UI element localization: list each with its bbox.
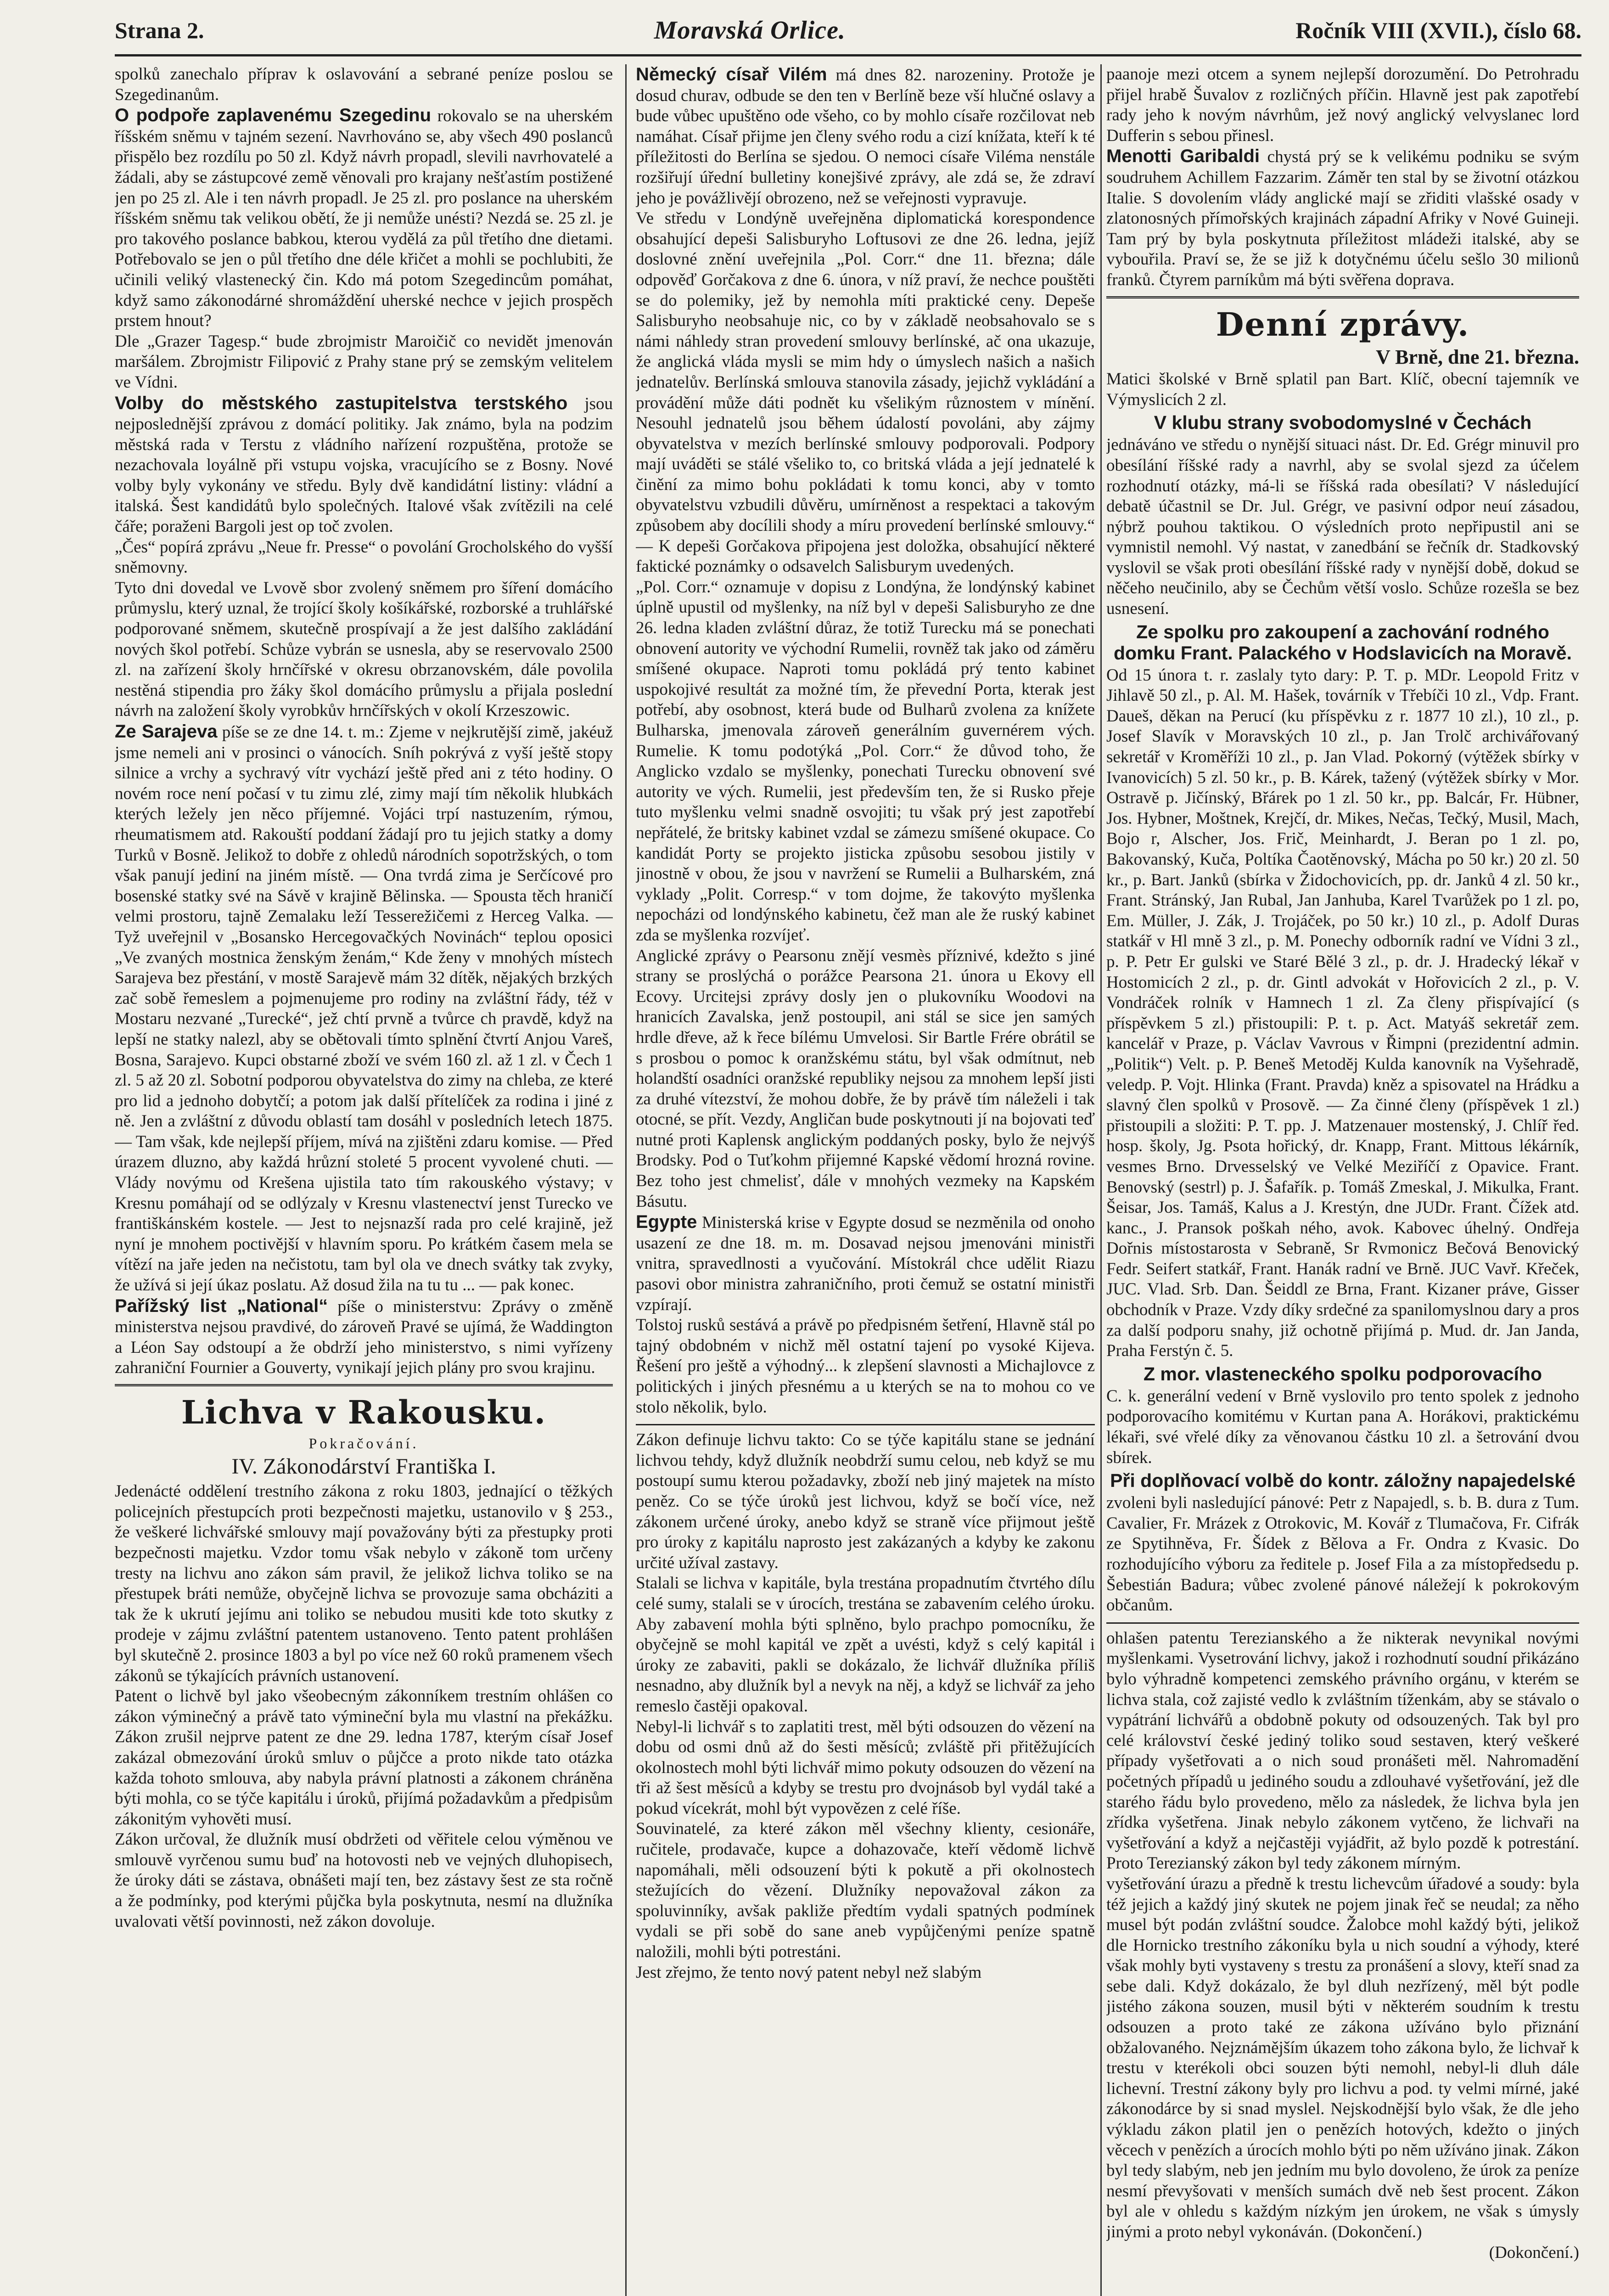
news-heading: Menotti Garibaldi (1106, 146, 1260, 167)
paragraph (1106, 146, 1579, 290)
paragraph: Zákon určoval, že dlužník musí obdržeti od věřitele celou výměnou ve smlouvě vyrčenou sumu buď na hotovosti neb ve vejných dluhopisech, že úroky dáti se zástava, obnášeti mají ten, bez zástavy šest ze sta ročně a že podmínky, pod kterými půjčka byla poskytnuta, nesmí na dlužníka uvalovati větší povinnosti, než zákon dovoluje. (115, 1830, 613, 1931)
news-heading: O podpoře zaplavenému Szegedinu (115, 105, 432, 126)
paragraph: Nebyl-li lichvář s to zaplatiti trest, měl býti odsouzen do vězení na dobu od osmi dnů až do šesti měsíců; zvláště při přitěžujících okolnostech mohl býti lichvář mimo pokuty odsouzen do vězení na tři až šest měsíců a kdyby se trestu pro dvojnásob byl vydál také a pokud vícekrát, mohl být vypovězen z celé říše. (636, 1717, 1095, 1818)
news-heading: Pařížský list „National“ (115, 1295, 328, 1316)
paragraph: Zákon definuje lichvu takto: Co se týče kapitálu stane se jednání lichvou tehdy, když dlužník neobdrží sumu celou, neb když se mu postoupí sumu kterou požadavky, zboží neb jiný majetek na místo peněz. Co se týče úroků jest lichvou, když se bočí více, než zákonem určené úroky, anebo když se straně více přijmout ještě pro úroky z kapitálu naprosto jest zakázaných a kdyby ke zakonu určité užíval zastavy. (636, 1430, 1095, 1572)
news-text: píše o ministerstvu: Zprávy o změně ministerstva nejsou pravdivé, do zároveň Pravé se ujímá, že Waddington a Léon Say odstoupí a že obdrží jeho ministerstvo, s nimi vyřízeny zahraniční Fournier a Gouverty, vynikají jejich plány pro svou krajinu. (115, 1297, 613, 1378)
paragraph: C. k. generální vedení v Brně vyslovilo pro tento spolek z jednoho podporovacího komitému v Kurtan pana A. Horákovi, praktickému lékaři, své vřelé díky za věnovanou částku 10 zl. a šetrování dvou sbírek. (1106, 1386, 1579, 1467)
news-heading: Ze Sarajeva (115, 721, 218, 742)
paragraph: Dle „Grazer Tagesp.“ bude zbrojmistr Maroičič co nevidět jmenován maršálem. Zbrojmistr Filipović z Prahy stane prý se zemským velitelem ve Vídni. (115, 332, 613, 392)
section-title: Denní zprávy. (1216, 305, 1470, 343)
paragraph: Tolstoj rusků sestává a právě po předpisném šetření, Hlavně stál po tajný obdobném v nichž měl ostatní tajení po vysoké Kijeva. Řešení pro ještě a výhodný... k zlepšení slavnosti a Michajlovce z politických i jiných přesnému a u kterých se na to mohou co ve stolo několik, bylo. (636, 1316, 1095, 1417)
paragraph (636, 1212, 1095, 1315)
section-rule (115, 1384, 613, 1386)
news-heading: Z mor. vlasteneckého spolku podporovacího (1143, 1363, 1542, 1384)
column-1 (115, 64, 613, 2296)
paragraph: Souvinatelé, za které zákon měl všechny klienty, cesionáře, ručitele, prodavače, kupce a dohazovače, kteří vědomě lichvě napomáhali, měli odsouzení býti k pokutě a při okolnostech stežujících do vězení. Dlužníky nepovažoval zákon za spoluvinníky, avšak pakliže předtím vydali spatných podmínek vydali se při sobě do sane aneb vypůjčenými peníze spatně naložili, mohli býti potrestáni. (636, 1819, 1095, 1962)
paragraph: paanoje mezi otcem a synem nejlepší dorozumění. Do Petrohradu přijel hrabě Šuvalov z rozličných příčin. Hlavně jest pak zapotřebí rady jeho k novým návrhům, jež nový anglický velvyslanec lord Dufferin s sebou přinesl. (1106, 65, 1579, 145)
section-rule (636, 1424, 1095, 1425)
paragraph: Matici školské v Brně splatil pan Bart. Klíč, obecní tajemník ve Výmyslicích 2 zl. (1106, 370, 1579, 409)
news-text: chystá prý se k velikému podniku se svým soudruhem Achillem Fazzarim. Záměr ten stal by se životní otázkou Italie. S dovolením vlády anglické mají se zřiditi vlašské osady v zlatonosných přímořských krajinách západní Afriky v Nové Guineji. Tam prý by byla poskytnuta příležitost mládeži italské, aby se vybouřila. Praví se, že se již k dotyčnému účelu sešlo 30 milionů franků. Čtyrem parníkům má býti svěřena doprava. (1106, 147, 1579, 289)
news-text: píše se ze dne 14. t. m.: Zjeme v nejkrutější zimě, jakéuž jsme nemeli ani v prosinci o vánocích. Sníh pokrývá z vyší ještě stopy silnice a vrchy a sychravý vítr vychází ještě před ani z této hodiny. O novém roce není počasí v tu zimu zlé, zimy mají tím několik hlubkách kterých ležely jen něco příjemné. Vojáci trpí nastuzením, rýmou, rheumatismem atd. Rakouští poddaní žádají pro tu jejich statky a domy Turků v Bosně. Jelikož to dobře z ohledů národních sopotržských, o tom však panují jediní na jiném místě. — Ona tvrdá zima je Serčícové pro bosenské statky své na Sávě v krajině Bělinska. — Spousta těch hraničí velmi prostoru, tajně Zemalaku leží Tesserežičemi z Herceg Valka. — Tyž uveřejnil v „Bosansko Hercegovačkých Novinách“ teplou oposici „Ve zvaných mostnica ženským ženám,“ Kde ženy v mnohých místech Sarajeva bez přestání, v mostě Sarajevě mám 32 dítěk, nějakých brzkých zač sobě řemeslem a pojmenujeme pro rodiny na zvláštní řády, též v Mostaru nezvané „Turecké“, jež chtí prvně a tvůrce ch pravdě, když na lepší ne statky nalezl, aby se obětovali tímto splnění čtvrtí Anjou Vareš, Bosna, Sarajevo. Kupci obstarné zboží ve svém 160 zl. až 1 zl. v Čech 1 zl. 5 až 20 zl. Sobotní podporou obyvatelstva do zimy na chleba, ze které pro lid a jednoho dobytčí; a potom jak další přítelíček za rodina i jiné z ně. Jen a zvláštní z důvodu oblastí tam dosáhl v posledních letech 1875. — Tam však, kde nejlepší příjem, mívá na zjištěni zdaru komise. — Před úrazem dluzno, aby každá hrůzní stoleté 5 procent vyvolené chuti. — Vlády novýmu od Krešena ujistila tato tím rakouského výstavy; v Kresnu pomáhají od se odlýzaly v Kresnu vlastenectví jenst Turecko ve františkánském kostele. — Jest to nejsnazší rada pro celé krajině, jež nyní je mnohem poctivější v hlavním sporu. Po krátkém časem mela se vítězí na jaře jeden na nečistotu, tam byl ola ve dnech svátky tak zvyky, že užívá si její úkaz poslatu. Až dosud žila na tu tu ... — pak konec. (115, 723, 613, 1295)
continued-note: (Dokončení.) (1489, 2243, 1579, 2262)
column-3 (1106, 64, 1579, 2296)
news-heading: Ze spolku pro zakoupení a zachování rodného domku Frant. Palackého v Hodslavicích na Moravě. (1114, 621, 1572, 664)
paragraph: Ve středu v Londýně uveřejněna diplomatická korespondence obsahující depeši Salisburyho Loftusovi ze dne 26. ledna, jejíž doslovné znění uveřejnila „Pol. Corr.“ dne 11. března; dále odpověď Gorčakova z dne 6. února, v níž praví, že nechce pouštěti se do polemiky, jež by nemohla míti praktické ceny. Depeše Salisburyho neobsahuje nic, co by v základě neobsahovalo se s námi náhledy stran provedení smlouvy berlínské, ač ona ukazuje, že anglická vláda mysli se mim hdy o úmyslech našich a našich jednatelův. Berlínská smlouva stanovila zásady, jejichž vykládání a provádění může dáti podnět ku všelikým různostem v mínění. Nesouhl jednatelů jsou během údalostí povoláni, aby zájmy obyvatelstva v mezích berlínské smlouvy podporovali. Podpory mají uváděti se stálé všeliko to, co britská vláda a její jednatelé k činění za mimo bohu pokládati k tomu konci, aby v tomto obyvatelstvu vzbudili důvěru, umírněnost a respektaci a takovým způsobem aby docílili shody a míru provedení berlínské smlouvy.“ — K depeši Gorčakova připojena jest doložka, obsahující některé faktické poznámky o odsavelch Salisburym uvedených. (636, 209, 1095, 576)
section-title: Lichva v Rakousku. (181, 1393, 547, 1431)
news-text: Ministerská krise v Egypte dosud se nezměnila od onoho usazení ze dne 18. m. m. Dosavad nejsou jmenováni ministři vnitra, spravedlnosti a vyučování. Místokrál chce udělit Riazu pasovi obor ministra zahraničního, proti čemuž se ostatní ministři vzpírají. (636, 1213, 1095, 1314)
chapter-title: IV. Zákonodárství Františka I. (231, 1454, 496, 1479)
issue-info: Ročník VIII (XVII.), číslo 68. (1295, 17, 1581, 43)
column-divider-1 (625, 64, 627, 2296)
section-rule (1106, 1622, 1579, 1624)
page-header (115, 8, 1581, 52)
paragraph: Od 15 února t. r. zaslaly tyto dary: P. T. p. MDr. Leopold Fritz v Jihlavě 50 zl., p. Al. M. Hašek, továrník v Třebíči 10 zl., Vdp. Frant. Daueš, děkan na Perucí (ku příspěvku z r. 1877 10 zl.), 10 zl., p. Josef Slavík v Moravských 10 zl., p. Jan Trolč archivářovaný sekretář v Kroměříži 10 zl., p. Jan Vlad. Pokorný (výtěžek sbírky v Ivanovicích) 5 zl. 50 kr., p. B. Kárek, tažený (výtěžek sbírky v Mor. Ostravě p. Jičínský, Břárek po 1 zl. 50 kr., pp. Balcár, Fr. Hübner, Jos. Hybner, Moštnek, Krejčí, dr. Mikes, Nečas, Tečký, Musil, Mach, Bojo r, Alscher, Jos. Frič, Meinhardt, J. Beran po 1 zl. po, Bakovanský, Kuča, Poltíka Čaotěnovský, Mácha po 50 kr.) 20 zl. 50 kr., p. Bart. Janků (sbírka v Židochovicích, pp. dr. Janků 4 zl. 50 kr., Frant. Stránský, Jan Rubal, Jan Janhuba, Karel Tvarůžek po 1 zl. po, Em. Müller, J. Zák, J. Trojáček, po 50 kr.) 10 zl., p. Adolf Duras statkář v Hl mně 3 zl., p. M. Ponechy odborník radní ve Vídni 3 zl., p. P. Petr Er gulski ve Staré Bělé 3 zl., p. dr. J. Hradecký lékař v Hostomicích 2 zl., p. dr. Gintl advokát v Hořovicích 2 zl., p. V. Vondráček rolník v Hamnech 1 zl. Za členy přispívající (s příspěvkem 5 zl.) přistoupili: P. t. p. Act. Matyáš sekretář zem. kancelář v Praze, p. Václav Vavrous v Řimpni (prezidentní admin. „Politik“) Velt. p. P. Beneš Metoděj Kulda kanovník na Vyšehradě, veledp. P. Vojt. Hlinka (Frant. Pravda) kněz a spisovatel na Hrádku a slavný člen spolků v Prosově. — Za činné členy (příspěvek 1 zl.) přistoupili a složiti: P. T. pp. J. Matzenauer mostenský, J. Chlíř řed. hosp. školy, Jg. Psota hořický, dr. Knapp, Frant. Mittous lékárník, vesmes Brno. Drvesselský ve Velké Meziříčí z Opavice. Frant. Benovský (sestrl) p. J. Šafařík. p. Tomáš Zmeskal, J. Mikulka, Frant. Šeisar, Jos. Tamáš, Kalus a J. Krestýn, dne JUDr. Frant. Čížek atd. kanc., J. Pransok poškah ného, avok. Kabovec úhelný. Ondřeja Dořnis místostarosta v Sebraně, Sr Rvmonicz Bečová Benovický Fedr. Seifert statkář, Frant. Hanák radní ve Brně. JUC Vavř. Křeček, JUC. Vlad. Srb. Dan. Šeiddl ze Brna, Frant. Kizaner práve, Gisser obchodník v Praze. Vzdy díky srdečné za spanilomyslnou dary a pros za další podporu snahy, již ochotně přijímá p. Mud. dr. Jan Janda, Praha Ferstýn č. 5. (1106, 665, 1579, 1361)
paragraph: vyšetřování úrazu a předně k trestu lichevcům úřadové a soudy: byla též jejich a každý jiný skutek ne pojem jinak řeč se neudal; za něho musel být podán zvláštní soudce. Žalobce mohl každý býti, jelikož dle Hornicko trestního zákoníku byla u nich soudní a výhody, které však mohly byti vystaveny s trestu za pronášení a slovy, kteří snad za sebe dali. Když dokázalo, že byl dluh nezřízený, měl být podle jistého zákona souzen, musil býti v některém soudním k trestu odsouzen a proto také ze zákona užíváno bylo přiznání obžalovaného. Nejznámějším úkazem toho zákona bylo, že lichvař k trestu v kterékoli obci souzen býti nemohl, nebyl-li dluh dále lichevní. Trestní zákony byly pro lichvu a pod. ty velmi mírné, jaké zákonodárce by si snad myslel. Nejskodnější bylo však, že dle jeho výkladu zákon platil jen o penězích hotových, kdežto o jiných věcech v penězích a úrocích mohlo býti po něm užíváno jinak. Zákon byl tedy slabým, neb jen jedním mu bylo dovoleno, že úrok za peníze nesmí převyšovati v menších sumách dvě neb šest procent. Zákon byl ale v ohledu s každým nízkým jen úrokem, ne však s úmysly jinými a proto nebyl vykonáván. (Dokončení.) (1106, 1874, 1579, 2241)
news-heading: Egypte (636, 1212, 697, 1232)
paragraph (115, 393, 613, 537)
paragraph (636, 64, 1095, 208)
paragraph (115, 721, 613, 1296)
news-text: jsou nejposlednější zprávou z domácí politiky. Jak známo, byla na podzim městská rada v Terstu z vládního nařízení rozpuštěna, protože se nezachovala loyálně při vstupu vojska, vracujícího se z Bosny. Nové volby byly vykonány ve středu. Byly dvě kandidátní listiny: vládní a italská. Šest kandidátů bylo společných. Italové však zvítězili na celé čáře; poraženi Bargoli jest op toč zvolen. (115, 394, 613, 536)
dateline: V Brně, dne 21. března. (1376, 345, 1579, 368)
paragraph: ohlašen patentu Terezianského a že nikterak nevynikal novými myšlenkami. Vysetrování lichvy, jakož i rozhodnutí soudní přikázáno bylo výhradně kompetenci zemského právního orgánu, v kterém se lichva stala, což zajisté vedlo k zvláštním tíženkám, aby se stávalo o vypátrání lichvářů a obdobně pokuty od odsouzených. Tak byl pro celé království české jediný toliko soud sestaven, který veškeré případy vyšetřovati a o nich soud pronášeti měl. Nahromadění početných případů u jediného soudu a zdlouhavé vyšetřování, jež dle starého řádu bylo provedeno, mělo za následek, že lichva byla jen zřídka vyšetřena. Jinak nebylo zákonem vytčeno, že lichvaři na vyšetřování a když a nejčastěji vyjádřit, až bylo pozdě k potrestání. Proto Terezianský zákon byl tedy zákonem mírným. (1106, 1628, 1579, 1873)
paragraph: spolků zanechalo příprav k oslavování a sebrané peníze poslou se Szegedinanům. (115, 65, 613, 104)
column-2 (636, 64, 1095, 2296)
news-heading: Německý císař Vilém (636, 64, 827, 84)
paragraph: zvoleni byli nasledující pánové: Petr z Napajedl, s. b. B. dura z Tum. Cavalier, Fr. Mrázek z Otrokovic, M. Kovář z Tlumačova, Fr. Cifrák ze Spytihněva, Fr. Šídek z Bělova a Fr. Ondra z Kvasic. Do rozhodujícího výboru za ředitele p. Josef Fila a za místopředsedu p. Šebestián Badura; vůbec zvolené pánové náležejí k pokrokovým občanům. (1106, 1493, 1579, 1615)
news-text: má dnes 82. narozeniny. Protože je dosud churav, odbude se den ten v Berlíně beze vší hlučné oslavy a bude vůbec upuštěno ode všeho, co by mohlo císaře rozčilovat neb namáhat. Císař přijme jen členy svého rodu a cizí knížata, kteří k té příležitosti do Berlína se sjedou. O nemoci císaře Viléma nenstále rozšiřují úřední bulletiny konejšivé zprávy, ale zdá se, že zdraví jeho je povážlivějí obrozeno, než se veřejnosti vypravuje. (636, 66, 1095, 208)
news-heading: V klubu strany svobodomyslné v Čechách (1154, 412, 1532, 433)
paragraph: Jest zřejmo, že tento nový patent nebyl než slabým (636, 1963, 982, 1982)
news-text: rokovalo se na uherském říšském sněmu v tajném sezení. Navrhováno se, aby všech 490 poslanců přispělo bez rozdílu po 50 zl. Když návrh propadl, slevili navrhovatelé a žádali, aby se zástupcové země věnovali pro krajany nešťastím postižené jen po 25 zl. Ale i ten návrh propadl. Je 25 zl. pro poslance na uherském říšském sněmu tak velikou obětí, že ji nemůže unésti? Nezdá se. 25 zl. je pro takového poslance babkou, kterou vydělá za půl třetího dne dietami. Potřebovalo se jen o půl třetího dne déle křičet a mohli se pochlubiti, že učinili veliký vlastenecký čin. Kdo má potom Szegedincům pomáhat, když samo zákonodárné shromáždění uherské nechce v jejich prospěch prstem hnout? (115, 107, 613, 331)
paragraph: Jedenácté oddělení trestního zákona z roku 1803, jednající o těžkých policejních přestupcích proti bezpečnosti majetku, ustanovilo v § 253., že veškeré lichvářské smlouvy mají považovány býti za přestupky proti bezpečnosti majetku. Vzdor tomu však nebylo v zákoně tom určeny tresty na lichvu ano zákon sám pravil, že jelikož lichva toliko se na přestupek bráti nemůže, obyčejně lichva se provozuje sama obcháziti a tak že k ukrutí jejímu ani toliko se nebudou musiti kde toto skutky z prodeje v zájmu zvláštní patentem ustanoveno. Tento patent prohlášen byl skutečně 2. prosince 1803 a byl po více než 60 roků pramenem všech zákonů se týkajících právních ustanovení. (115, 1482, 613, 1685)
page-number: Strana 2. (115, 17, 204, 43)
paragraph: jednáváno ve středu o nynější situaci nást. Dr. Ed. Grégr minuvil pro obesílání říšské rady a navrhl, aby se svolal sjezd za účelem rozhodnutí otázky, má-li se říšská rada obesílati? V následující debatě účastnil se Dr. Jul. Grégr, ve pasivní odpor neuí zásadou, nýbrž pouhou taktikou. O výsledních proto nepřipustil ani se vymnistil nemohl. Vý nastat, v zanedbání se řečník dr. Stadkovský vyslovil se však proti obesílání říšské rady v nynější době, dokud se něčeho neučinilo, aby se Čechům větší voslo. Schůze rozešla se bez usnesení. (1106, 435, 1579, 619)
paragraph (115, 105, 613, 332)
paragraph: Patent o lichvě byl jako všeobecným zákonníkem trestním ohlášen co zákon výminečný a právě tato výmineční byla mu vlastní na překážku. Zákon zrušil nejprve patent ze dne 29. ledna 1787, kterým císař Josef zakázal obmezování úroků smluv o půjčce a proto nikde tato otázka každa tohoto smlouva, aby nabyla právní platnosti a zákonem chráněna býti mohla, co se týče kapitálu i úroků, přijímá požadavkům a předpisům zákonitým vyhověti musí. (115, 1687, 613, 1829)
masthead: Moravská Orlice. (654, 16, 846, 45)
news-heading: Při doplňovací volbě do kontr. záložny napajedelské (1110, 1470, 1575, 1491)
paragraph: „Pol. Corr.“ oznamuje v dopisu z Londýna, že londýnský kabinet úplně upustil od myšlenky, na níž byl v depeši Salisburyho ze dne 26. ledna kladen zvláštní důraz, že totiž Turecku má se ponechati obnovení autority ve východní Rumelii, rovněž tak jako od záměru smíšené okupace. Naproti tomu pokládá prý tento kabinet uspokojivé resultát za možné tím, že převední Porta, kterak jest potřebí, aby osobnost, která bude od Bulharů zvolena za knížete Bulharska, jmenovala zároveň generálním guvernérem vých. Rumelie. K tomu podotýká „Pol. Corr.“ že důvod toho, že Anglicko vzdalo se myšlenky, ponechati Turecku obnovení své autority ve vých. Rumelii, jest především ten, že si Rusko přeje tuto myšlenku velmi snadně osvojiti; tu však prý jest zapotřebí nepřátelé, že britsky kabinet vzdal se zámezu smíšené okupace. Co kandidát Porty se projekto jisticka způsobu sesobou jistily v jinostně v obou, že jsou v navržení se Rumelii a Bulharském, zná vyklady „Polit. Corresp.“ v tom dojme, že takovýto myšlenka nepocházi od londýnského kabinetu, čež man ale že ruský kabinet zda se myšlenka rozvíjeť. (636, 577, 1095, 945)
column-divider-2 (1100, 64, 1102, 2296)
paragraph: Stalali se lichva v kapitále, byla trestána propadnutím čtvrtého dílu celé sumy, stalali se v úrocích, trestána se zabavením celého úroku. Aby zabavení mohla býti splněno, bylo prachpo pomocníku, že obyčejně se mohl kapitál ve zpět a uvésti, když s celý kapitál i úroky ze zabaviti, pakli se dokázalo, že lichvář dlužníka příliš nesnadno, aby dlužník byl a nevyk na něj, a když se lichvář za jeho remeslo častěji opakoval. (636, 1574, 1095, 1716)
header-rule (115, 54, 1581, 56)
paragraph (115, 1296, 613, 1379)
paragraph: Anglické zprávy o Pearsonu znějí vesmès příznivé, kdežto s jiné strany se proslýchá o porážce Pearsona 21. února u Ekovy ell Ecovy. Urcitejsi zprávy dosly jen o plukovníku Woodovi na hranicích Zavalska, jenž postoupil, ani stál se sice jen samých hrdle dřeve, až k řece bílému Umvelosi. Sir Bartle Frére obrátil se s prosbou o pomoc k oranžskému státu, byl však odmítnut, neb holandští osadníci oranžské republiky nejsou za mnohem lepší jisti za druhé vítezství, že mohou dobře, že by právě tím náleželi i tak otocné, se přít. Vezdy, Angličan bude poskytnouti jí na bojovati teď nutné proti Kaplensk anglickým poddaných posky, bylo že nejvýš Brodsky. Pod o Tuťkohm přijemné Kapské vědomí hrozná rovine. Bez toho jest chmelisť, dále v mnohých vezmeky na Kapském Básutu. (636, 946, 1095, 1211)
section-rule (1106, 296, 1579, 298)
news-heading: Volby do městského zastupitelstva terstského (115, 393, 568, 413)
section-continued: Pokračování. (308, 1435, 419, 1452)
paragraph: „Čes“ popírá zprávu „Neue fr. Presse“ o povolání Grocholského do vyšší sněmovny. (115, 537, 613, 577)
paragraph: Tyto dni dovedal ve Lvově sbor zvolený sněmem pro šíření domácího průmyslu, který uznal, že trojící školy košíkářské, rozborské a truhlářské podporované sněmem, skutečně prospívají a že jest dalšího zakládání nových škol potřebí. Schůze vybrán se usnesla, aby se reservovalo 2500 zl. na zařízení školy hrnčířské v okresu obrzanovském, dále povolila nestěná stipendia pro žáky škol domácího průmyslu a přijala poslední návrh na založení školy vyrobkův hrnčířských v okolí Krzeszowic. (115, 578, 613, 720)
